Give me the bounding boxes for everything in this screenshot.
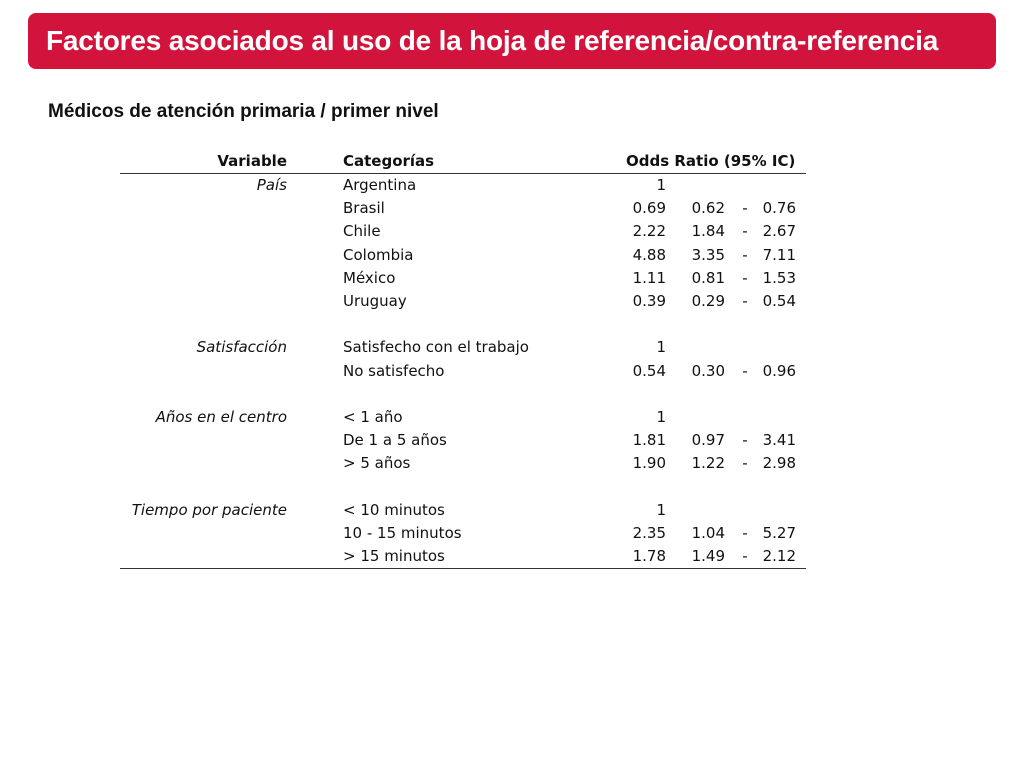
table-row (120, 406, 806, 429)
cell-variable: País (256, 176, 287, 194)
cell-categoria: Colombia (343, 245, 414, 264)
cell-variable: Años en el centro (155, 407, 287, 426)
title-bar (28, 13, 996, 69)
table-header-row (120, 150, 806, 174)
cell-ci-lower: 0.62 (691, 199, 725, 218)
cell-ci-upper: 7.11 (762, 245, 796, 264)
cell-ci-upper: 3.41 (762, 431, 796, 450)
header-variable: Variable (217, 152, 287, 170)
table-row (120, 336, 806, 359)
cell-categoria: > 15 minutos (343, 547, 445, 565)
cell-categoria: Argentina (343, 176, 417, 194)
table-row (120, 313, 806, 336)
table-row (120, 174, 806, 197)
cell-odds-ratio: 1 (656, 176, 666, 194)
table-row (120, 290, 806, 313)
cell-ci-separator: - (742, 431, 748, 450)
table-row (120, 267, 806, 290)
cell-odds-ratio: 0.54 (632, 361, 666, 380)
cell-variable: Tiempo por paciente (131, 500, 287, 519)
table-row (120, 197, 806, 220)
table-row (120, 499, 806, 522)
table-row (120, 244, 806, 267)
header-categorias: Categorías (343, 152, 435, 170)
cell-ci-upper: 5.27 (762, 523, 796, 542)
table-row (120, 383, 806, 406)
table-row (120, 475, 806, 498)
cell-ci-upper: 1.53 (762, 268, 796, 287)
cell-ci-upper: 0.76 (762, 199, 796, 218)
table-row (120, 545, 806, 568)
table-body (120, 174, 806, 569)
cell-categoria: México (343, 268, 396, 287)
cell-categoria: 10 - 15 minutos (343, 523, 462, 542)
header-odds-ratio: Odds Ratio (95% IC) (626, 152, 796, 170)
cell-categoria: De 1 a 5 años (343, 431, 447, 450)
cell-ci-upper: 0.96 (762, 361, 796, 380)
cell-categoria: Uruguay (343, 291, 407, 310)
cell-ci-separator: - (742, 361, 748, 380)
table-row (120, 429, 806, 452)
cell-ci-separator: - (742, 291, 748, 310)
cell-odds-ratio: 2.35 (632, 523, 666, 542)
cell-ci-lower: 1.84 (691, 222, 725, 241)
cell-odds-ratio: 0.69 (632, 199, 666, 218)
cell-ci-separator: - (742, 454, 748, 473)
cell-ci-separator: - (742, 222, 748, 241)
slide-subtitle: Médicos de atención primaria / primer nivel (48, 101, 439, 122)
cell-odds-ratio: 1.78 (632, 547, 666, 565)
odds-ratio-table (120, 150, 806, 569)
cell-ci-separator: - (742, 199, 748, 218)
cell-ci-separator: - (742, 245, 748, 264)
cell-ci-lower: 0.97 (691, 431, 725, 450)
cell-ci-lower: 1.22 (691, 454, 725, 473)
table-row (120, 522, 806, 545)
table-row (120, 360, 806, 383)
cell-odds-ratio: 1 (656, 500, 666, 519)
cell-ci-lower: 0.81 (691, 268, 725, 287)
cell-odds-ratio: 1 (656, 407, 666, 426)
cell-odds-ratio: 1.81 (632, 431, 666, 450)
cell-odds-ratio: 1 (656, 338, 666, 357)
cell-ci-lower: 1.49 (691, 547, 725, 565)
cell-categoria: Brasil (343, 199, 385, 218)
cell-ci-separator: - (742, 547, 748, 565)
cell-variable: Satisfacción (196, 338, 287, 357)
cell-ci-lower: 3.35 (691, 245, 725, 264)
cell-categoria: > 5 años (343, 454, 411, 473)
cell-ci-lower: 0.29 (691, 291, 725, 310)
table-row (120, 220, 806, 243)
cell-ci-lower: 0.30 (691, 361, 725, 380)
cell-ci-upper: 2.98 (762, 454, 796, 473)
cell-ci-separator: - (742, 523, 748, 542)
cell-odds-ratio: 2.22 (632, 222, 666, 241)
cell-categoria: < 10 minutos (343, 500, 445, 519)
table-row (120, 452, 806, 475)
cell-ci-upper: 2.12 (762, 547, 796, 565)
cell-odds-ratio: 0.39 (632, 291, 666, 310)
cell-categoria: Chile (343, 222, 381, 241)
cell-odds-ratio: 4.88 (632, 245, 666, 264)
cell-ci-separator: - (742, 268, 748, 287)
cell-categoria: Satisfecho con el trabajo (343, 338, 529, 357)
cell-ci-upper: 2.67 (762, 222, 796, 241)
cell-ci-upper: 0.54 (762, 291, 796, 310)
slide-title: Factores asociados al uso de la hoja de referencia/contra-referencia (46, 25, 939, 56)
cell-categoria: < 1 año (343, 407, 403, 426)
cell-categoria: No satisfecho (343, 361, 445, 380)
cell-odds-ratio: 1.11 (632, 268, 666, 287)
cell-ci-lower: 1.04 (691, 523, 725, 542)
cell-odds-ratio: 1.90 (632, 454, 666, 473)
